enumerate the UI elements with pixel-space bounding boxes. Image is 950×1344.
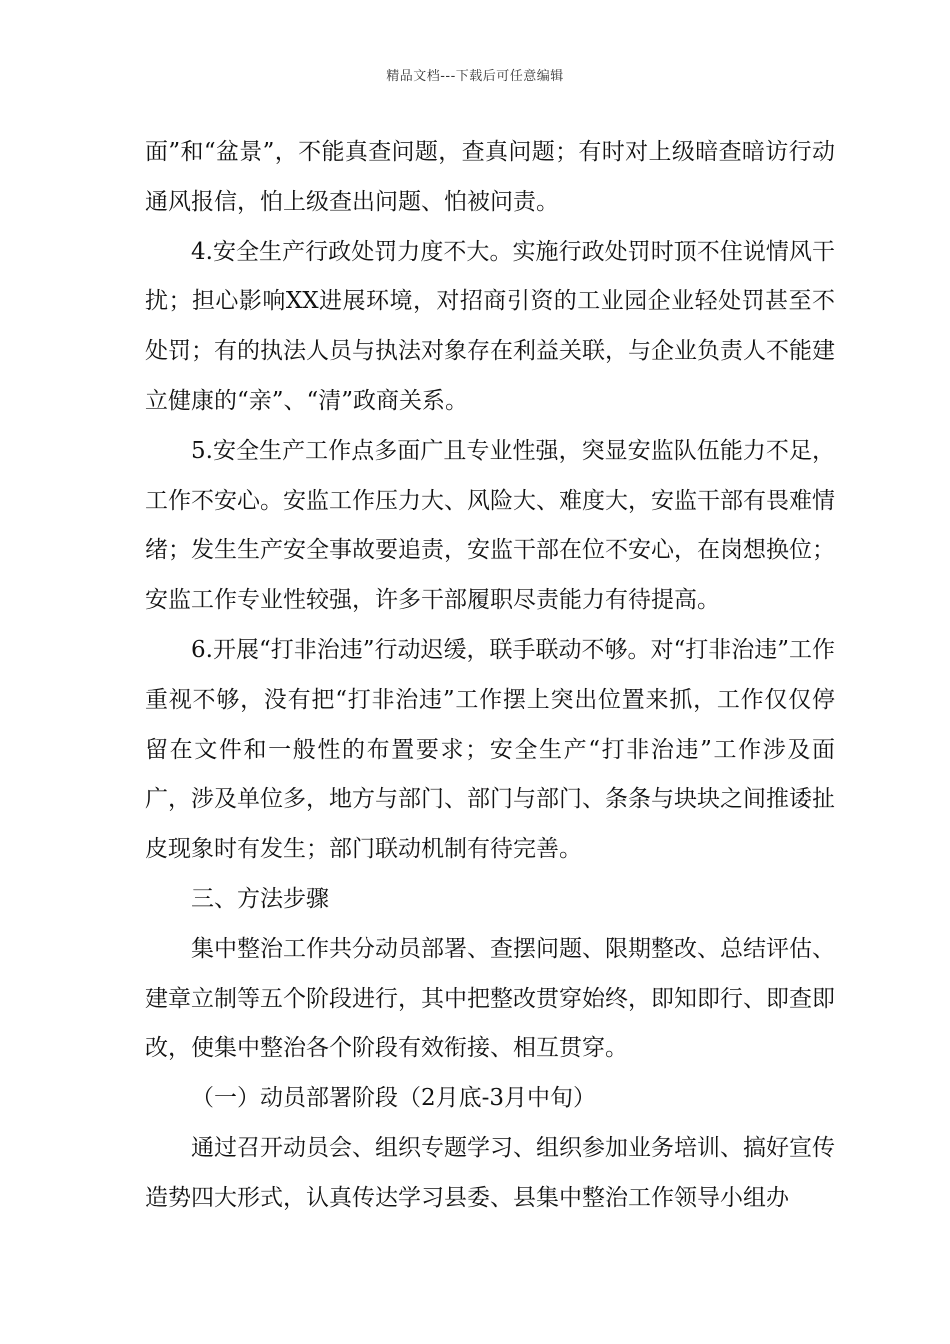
subsection-heading-1: （一）动员部署阶段（2月底-3月中旬） [191,1085,597,1112]
paragraph-continuation: 面”和“盆景”，不能真查问题，查真问题；有时对上级暗查暗访行动通风报信，怕上级查出问题、怕被问责。 [145,139,835,215]
paragraph-mobilization: 通过召开动员会、组织专题学习、组织参加业务培训、搞好宣传造势四大形式，认真传达学习县委、县集中整治工作领导小组办 [145,1134,835,1211]
section-heading-3: 三、方法步骤 [191,885,329,912]
paragraph-methods: 集中整治工作共分动员部署、查摆问题、限期整改、总结评估、建章立制等五个阶段进行，其中把整改贯穿始终，即知即行、即查即改，使集中整治各个阶段有效衔接、相互贯穿。 [145,935,835,1062]
document-body [145,128,835,1224]
paragraph-item-4: 4.安全生产行政处罚力度不大。实施行政处罚时顶不住说情风干扰；担心影响XX进展环境，对招商引资的工业园企业轻处罚甚至不处罚；有的执法人员与执法对象存在利益关联，与企业负责人不能建立健康的“亲”、“清”政商关系。 [145,238,835,414]
page-header: 精品文档---下载后可任意编辑 [386,69,564,84]
paragraph-item-5: 5.安全生产工作点多面广且专业性强，突显安监队伍能力不足，工作不安心。安监工作压力大、风险大、难度大，安监干部有畏难情绪；发生生产安全事故要追责，安监干部在位不安心，在岗想换位；安监工作专业性较强，许多干部履职尽责能力有待提高。 [145,437,835,614]
paragraph-item-6: 6.开展“打非治违”行动迟缓，联手联动不够。对“打非治违”工作重视不够，没有把“打非治违”工作摆上突出位置来抓，工作仅仅停留在文件和一般性的布置要求；安全生产“打非治违”工作涉及面广，涉及单位多，地方与部门、部门与部门、条条与块块之间推诿扯皮现象时有发生；部门联动机制有待完善。 [145,636,835,863]
